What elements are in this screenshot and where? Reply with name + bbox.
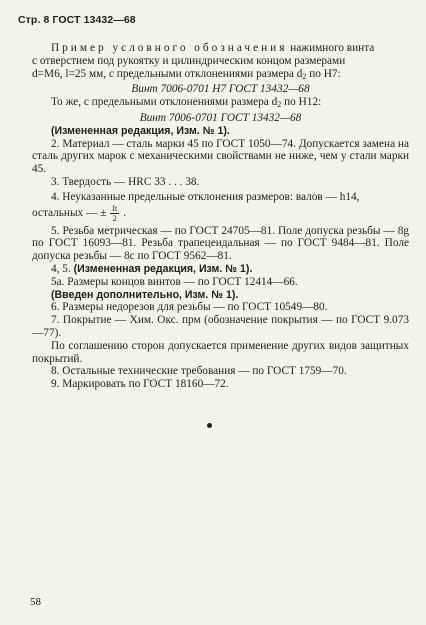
item-6: 6. Размеры недорезов для резьбы — по ГОСТ 10549—80.	[51, 301, 328, 314]
example-line4-end: по H12:	[281, 96, 322, 109]
item-3: 3. Твердость — HRC 33 . . . 38.	[51, 175, 200, 188]
document-body	[32, 42, 409, 391]
agreement-note: По соглашению сторон допускается применение других видов защитных покрытий.	[32, 339, 409, 365]
page-number: 58	[30, 596, 41, 608]
designation-2: Винт 7006-0701 ГОСТ 13432—68	[139, 111, 302, 124]
edit-note-45	[32, 263, 409, 276]
item-2: 2. Материал — сталь марки 45 по ГОСТ 1050—74. Допускается замена на сталь других марок с механическими свойствами не ниже, чем у стали марки 45.	[32, 137, 409, 176]
item-9: 9. Маркировать по ГОСТ 18160—72.	[51, 378, 229, 391]
item-5: 5. Резьба метрическая — по ГОСТ 24705—81. Поле допуска резьбы — 8g по ГОСТ 16093—81. Резьба трапецеидальная — по ГОСТ 9484—81. Поле допуска резьбы — 8с по ГОСТ 9562—81.	[32, 224, 409, 263]
item-4-tolerance	[32, 204, 409, 223]
example-line4-text: То же, с предельными отклонениями размера d	[51, 96, 278, 109]
example-lead: Пример условного обозначения	[51, 42, 288, 54]
ink-dot	[207, 423, 212, 428]
example-line3-end: по H7:	[306, 67, 341, 80]
example-line1-rest: нажимного винта	[290, 42, 375, 54]
example-line-4	[32, 96, 409, 112]
item-7: 7. Покрытие — Хим. Окс. прм (обозначение покрытия — по ГОСТ 9.073—77).	[32, 314, 409, 339]
item-8: 8. Остальные технические требования — по ГОСТ 1759—70.	[51, 365, 347, 378]
example-line3-text: d=M6, l=25 мм, с предельными отклонениями размера d	[32, 67, 303, 80]
added-note: (Введен дополнительно, Изм. № 1).	[51, 288, 239, 301]
page-header: Стр. 8 ГОСТ 13432—68	[18, 14, 136, 26]
item-4-period: .	[123, 206, 127, 219]
item-4: 4. Неуказанные предельные отклонения размеров: валов — h14,	[51, 190, 360, 203]
example-line-3	[32, 68, 409, 84]
fraction-numerator: It	[112, 203, 118, 213]
example-line-1	[32, 42, 409, 55]
fraction-denominator: 2	[112, 213, 117, 223]
d2-subscript: 2	[302, 71, 307, 81]
example-line-2: с отверстием под рукоятку и цилиндрическим концом размерами	[32, 54, 346, 67]
d2-subscript-2: 2	[277, 100, 282, 110]
item-5a: 5a. Размеры концов винтов — по ГОСТ 12414—66.	[51, 275, 298, 288]
item-4-others: остальных —	[32, 206, 98, 219]
designation-1: Винт 7006-0701 H7 ГОСТ 13432—68	[131, 83, 310, 96]
edit-note-45-text: (Измененная редакция, Изм. № 1).	[73, 262, 253, 275]
edit-note-1: (Измененная редакция, Изм. № 1).	[51, 124, 230, 137]
plus-minus-sign: ±	[100, 206, 107, 219]
edit-note-45-number: 4, 5.	[51, 262, 74, 275]
tolerance-fraction	[110, 204, 119, 223]
